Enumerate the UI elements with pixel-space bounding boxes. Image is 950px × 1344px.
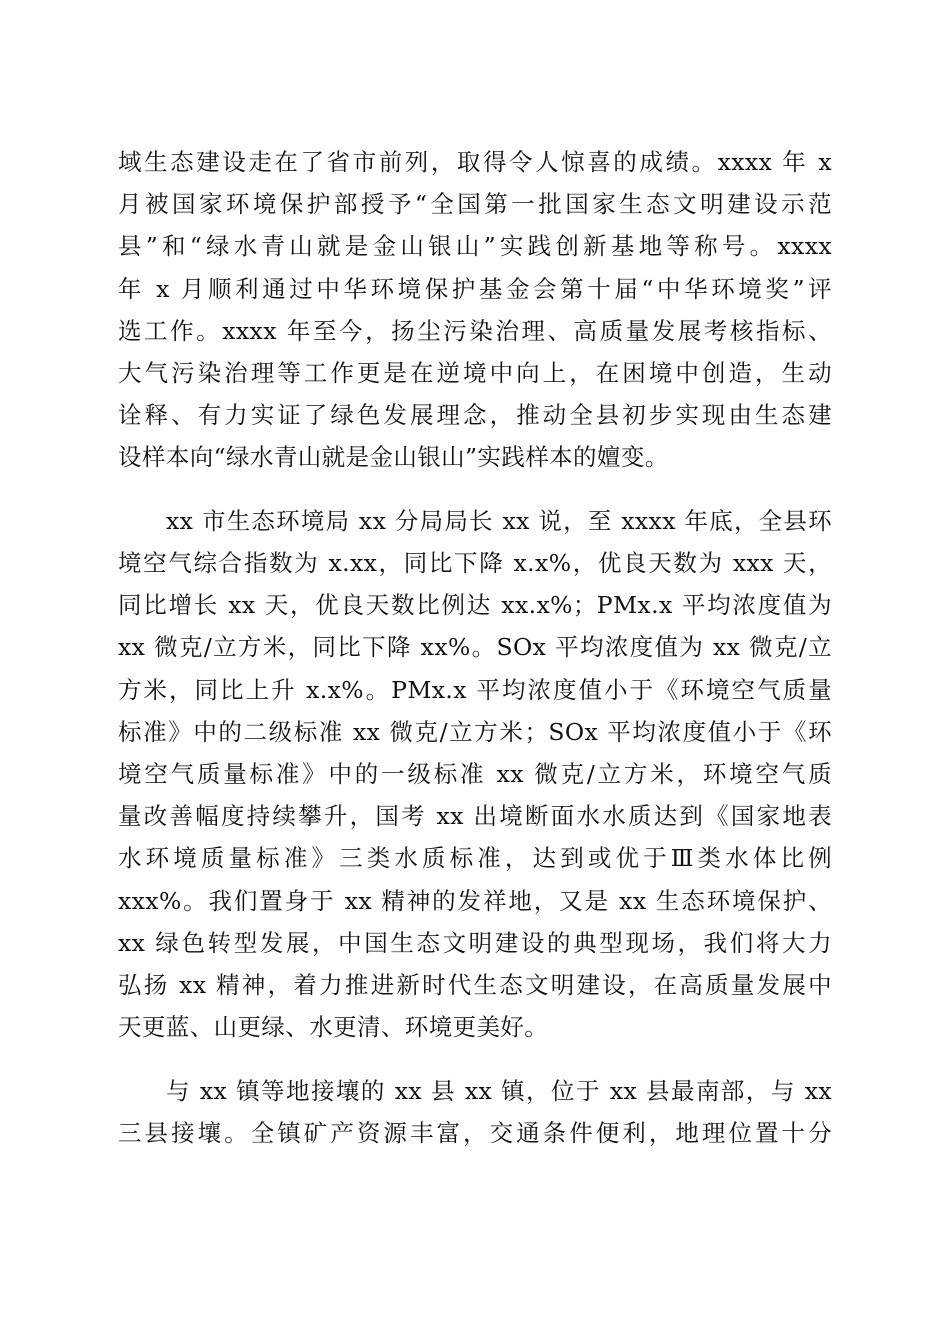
text-line: 水环境质量标准》三类水质标准，达到或优于Ⅲ类水体比例 <box>118 844 832 872</box>
text-line: 境空气综合指数为 x.xx，同比下降 x.x%，优良天数为 xxx 天， <box>118 549 832 577</box>
text-line: xxx%。我们置身于 xx 精神的发祥地，又是 xx 生态环境保护、 <box>118 887 832 915</box>
text-line: 选工作。xxxx 年至今，扬尘污染治理、高质量发展考核指标、 <box>118 317 832 345</box>
text-line: 同比增长 xx 天，优良天数比例达 xx.x%；PMx.x 平均浓度值为 <box>118 591 832 619</box>
text-line: 大气污染治理等工作更是在逆境中向上，在困境中创造，生动 <box>118 359 832 387</box>
text-line: xx 绿色转型发展，中国生态文明建设的典型现场，我们将大力 <box>118 929 832 957</box>
text-line: 三县接壤。全镇矿产资源丰富，交通条件便利，地理位置十分 <box>118 1119 832 1147</box>
text-line: xx 市生态环境局 xx 分局局长 xx 说，至 xxxx 年底，全县环 <box>166 507 832 535</box>
text-line: 标准》中的二级标准 xx 微克/立方米；SOx 平均浓度值小于《环 <box>118 718 832 746</box>
text-line: 诠释、有力实证了绿色发展理念，推动全县初步实现由生态建 <box>118 401 832 429</box>
text-line: 域生态建设走在了省市前列，取得令人惊喜的成绩。xxxx 年 x <box>118 148 832 176</box>
text-line: 弘扬 xx 精神，着力推进新时代生态文明建设，在高质量发展中 <box>118 971 832 999</box>
text-line: 量改善幅度持续攀升，国考 xx 出境断面水水质达到《国家地表 <box>118 802 832 830</box>
text-line: xx 微克/立方米，同比下降 xx%。SOx 平均浓度值为 xx 微克/立 <box>118 633 832 661</box>
text-line: 天更蓝、山更绿、水更清、环境更美好。 <box>118 1013 549 1041</box>
text-line: 设样本向“绿水青山就是金山银山”实践样本的嬗变。 <box>118 443 669 471</box>
text-line: 县”和“绿水青山就是金山银山”实践创新基地等称号。xxxx <box>118 232 832 260</box>
text-line: 月被国家环境保护部授予“全国第一批国家生态文明建设示范 <box>118 190 832 218</box>
text-line: 境空气质量标准》中的一级标准 xx 微克/立方米，环境空气质 <box>118 760 832 788</box>
text-line: 方米，同比上升 x.x%。PMx.x 平均浓度值小于《环境空气质量 <box>118 676 832 704</box>
text-line: 与 xx 镇等地接壤的 xx 县 xx 镇，位于 xx 县最南部，与 xx <box>166 1077 832 1105</box>
text-line: 年 x 月顺利通过中华环境保护基金会第十届“中华环境奖”评 <box>118 275 832 303</box>
